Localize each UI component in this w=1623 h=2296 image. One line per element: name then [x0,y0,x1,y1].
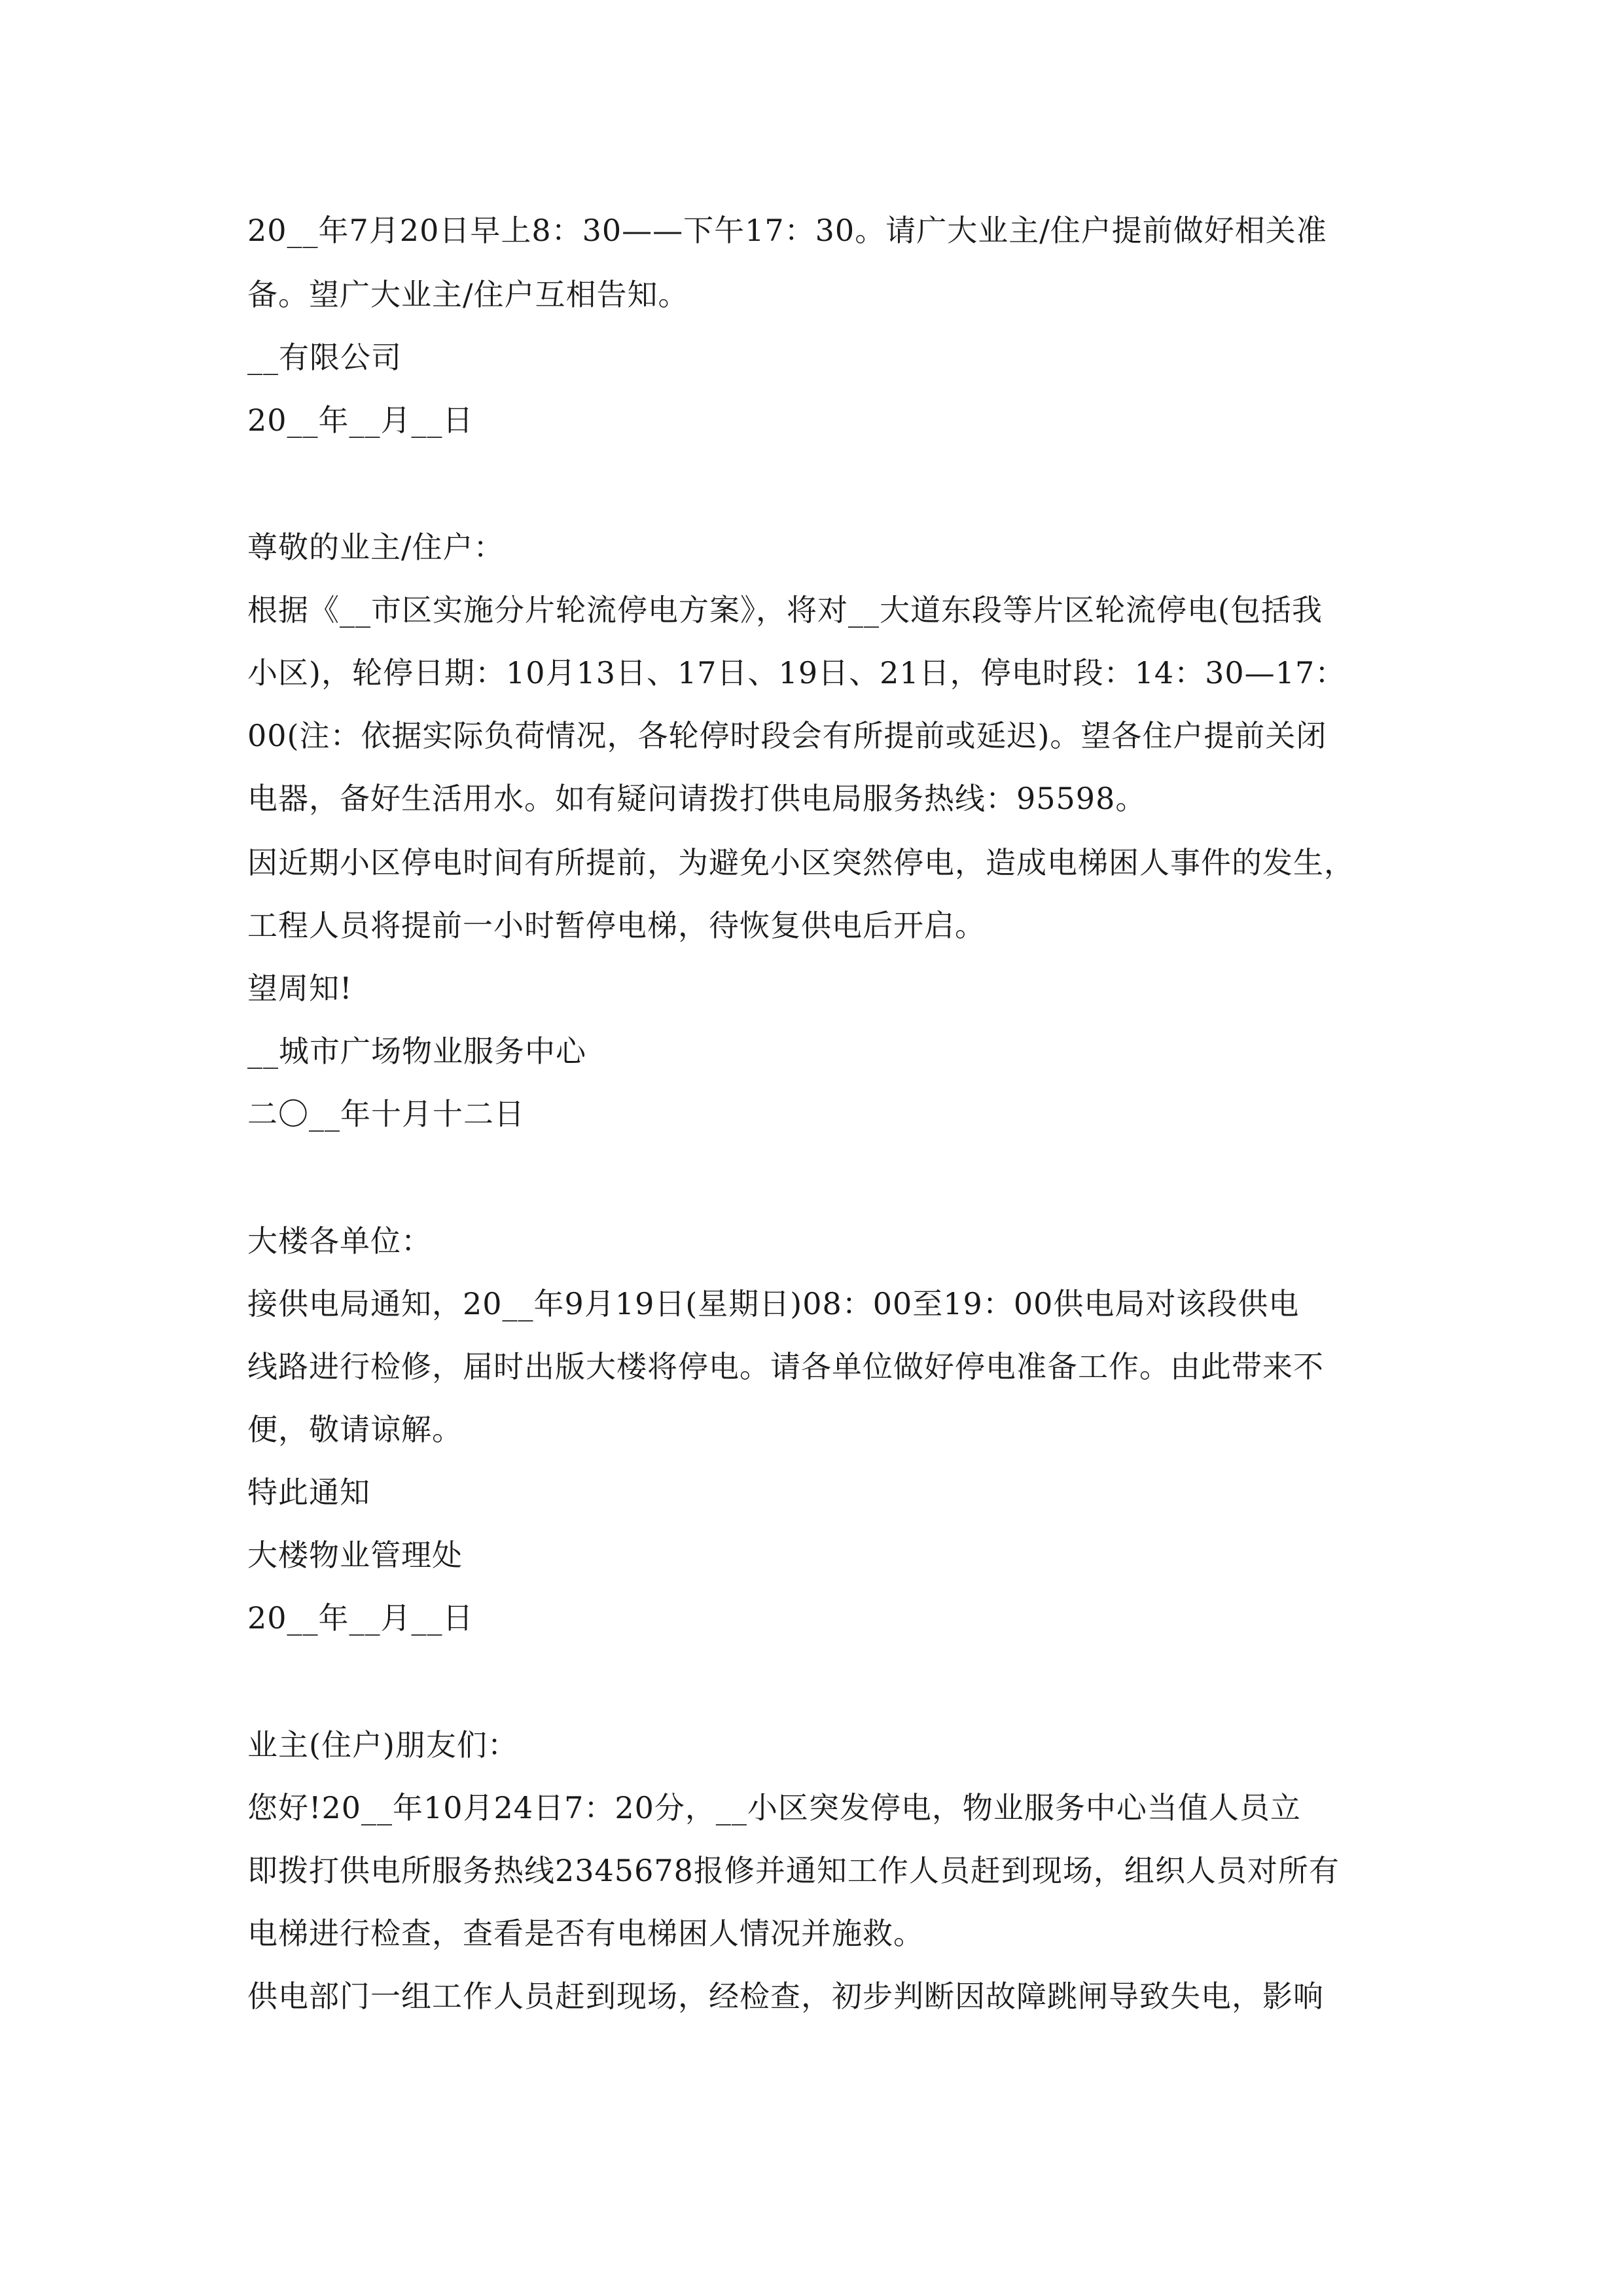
notice2-body-line: 根据《__市区实施分片轮流停电方案》，将对__大道东段等片区轮流停电(包括我 [247,592,1323,628]
notice2-body-line: 因近期小区停电时间有所提前，为避免小区突然停电，造成电梯困人事件的发生， [247,845,1355,880]
notice2-date: 二〇__年十月十二日 [247,1096,525,1132]
notice3-body-line: 接供电局通知，20__年9月19日(星期日)08：00至19：00供电局对该段供电 [247,1286,1300,1321]
notice1-date: 20__年__月__日 [247,403,474,438]
notice2-body-line: 00(注：依据实际负荷情况，各轮停时段会有所提前或延迟)。望各住户提前关闭 [247,718,1327,753]
notice3-date: 20__年__月__日 [247,1600,474,1636]
notice3-signature: 大楼物业管理处 [247,1537,463,1573]
notice4-body-line: 电梯进行检查，查看是否有电梯困人情况并施救。 [247,1916,924,1951]
notice3-body-line: 线路进行检修，届时出版大楼将停电。请各单位做好停电准备工作。由此带来不 [247,1349,1324,1384]
notice2-body-line: 工程人员将提前一小时暂停电梯，待恢复供电后开启。 [247,908,986,943]
notice2-body-line: 小区)，轮停日期：10月13日、17日、19日、21日，停电时段：14：30—17： [247,655,1346,691]
notice3-salutation: 大楼各单位： [247,1223,432,1259]
notice2-body-line: 电器，备好生活用水。如有疑问请拨打供电局服务热线：95598。 [247,781,1147,816]
notice1-line: 备。望广大业主/住户互相告知。 [247,277,689,312]
notice2-body-line: 望周知! [247,971,353,1006]
notice1-line: 20__年7月20日早上8：30——下午17：30。请广大业主/住户提前做好相关准 [247,213,1327,248]
notice2-salutation: 尊敬的业主/住户： [247,529,505,565]
notice4-body-line: 供电部门一组工作人员赶到现场，经检查，初步判断因故障跳闸导致失电，影响 [247,1979,1324,2014]
notice1-company: __有限公司 [247,340,402,375]
notice4-body-line: 您好!20__年10月24日7：20分，__小区突发停电，物业服务中心当值人员立 [247,1790,1301,1825]
notice2-signature: __城市广场物业服务中心 [247,1033,586,1069]
notice4-body-line: 即拨打供电所服务热线2345678报修并通知工作人员赶到现场，组织人员对所有 [247,1853,1340,1888]
notice3-body-line: 便，敬请谅解。 [247,1412,463,1447]
notice4-salutation: 业主(住户)朋友们： [247,1727,518,1763]
notice3-body-line: 特此通知 [247,1475,370,1510]
